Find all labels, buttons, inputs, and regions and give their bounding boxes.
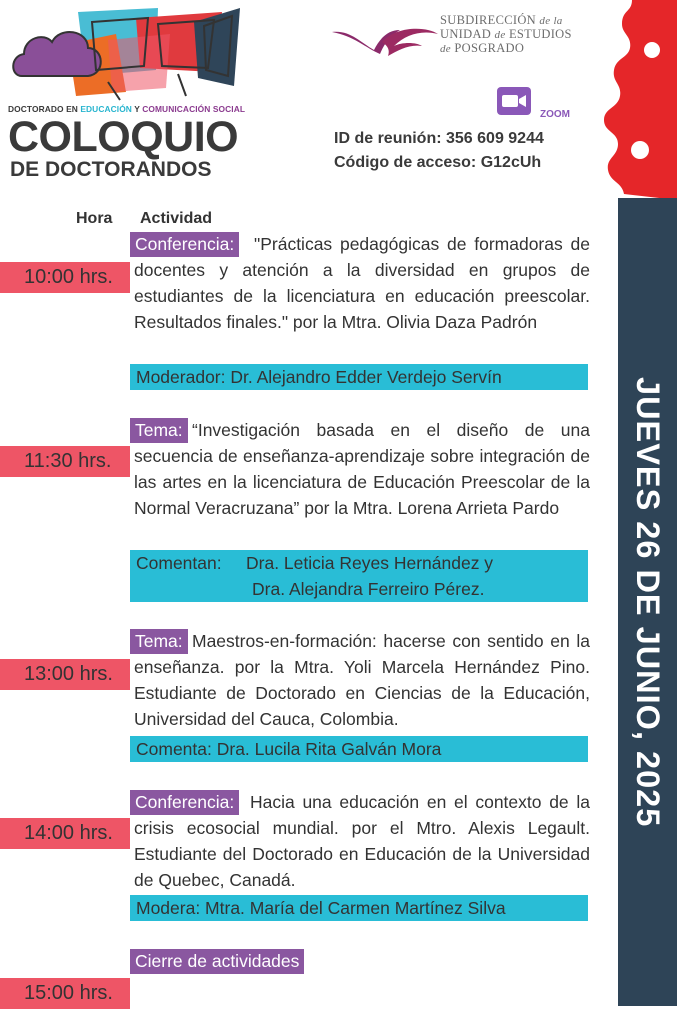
session-time: 13:00 hrs. bbox=[0, 659, 130, 690]
coloquio-logo-art bbox=[8, 4, 244, 104]
session-commentators: Comentan: Dra. Leticia Reyes Hernández y Dra. Alejandra Ferreiro Pérez. bbox=[130, 550, 588, 602]
session-type-label: Tema: bbox=[130, 418, 188, 443]
session-type-label: Conferencia: bbox=[130, 232, 239, 257]
event-subtitle: DE DOCTORANDOS bbox=[10, 158, 212, 181]
event-title: COLOQUIO bbox=[8, 113, 239, 161]
posgrado-logo-icon bbox=[330, 20, 440, 60]
session-description: Maestros-en-formación: hacerse con sentido en la enseñanza. por la Mtra. Yoli Marcela Hernández Pino. Estudiante de Doctorado en Ciencias de la Educación, Universidad del Cauca, Colombia. bbox=[134, 631, 590, 729]
meeting-info bbox=[334, 127, 544, 175]
closing-label: Cierre de actividades bbox=[130, 949, 304, 974]
session-time: 15:00 hrs. bbox=[0, 978, 130, 1009]
posgrado-name: SUBDIRECCIÓN de la UNIDAD de ESTUDIOS de POSGRADO bbox=[440, 13, 572, 55]
session-moderator: Moderador: Dr. Alejandro Edder Verdejo Servín bbox=[130, 364, 588, 390]
session-time: 11:30 hrs. bbox=[0, 446, 130, 477]
session-description: "Prácticas pedagógicas de formadoras de docentes y atención a la diversidad en grupos de estudiantes de la licenciatura en educación preescolar. Resultados finales." por la Mtra. Olivia Daza Padrón bbox=[134, 234, 590, 332]
meeting-id: ID de reunión: 356 609 9244 bbox=[334, 130, 544, 147]
event-date: JUEVES 26 DE JUNIO, 2025 bbox=[630, 376, 666, 828]
session-time: 10:00 hrs. bbox=[0, 262, 130, 293]
access-code: Código de acceso: G12cUh bbox=[334, 154, 542, 171]
column-header-actividad: Actividad bbox=[140, 210, 213, 227]
zoom-label: ZOOM bbox=[540, 109, 570, 120]
session-description: Hacia una educación en el contexto de la crisis ecosocial mundial. por el Mtro. Alexis Legault. Estudiante del Doctorado en Educación de la Universidad de Quebec, Canadá. bbox=[134, 792, 590, 890]
session-commentator: Comenta: Dra. Lucila Rita Galván Mora bbox=[130, 736, 588, 762]
zoom-camera-icon bbox=[497, 87, 531, 115]
session-type-label: Conferencia: bbox=[130, 790, 239, 815]
session-type-label: Tema: bbox=[130, 629, 188, 654]
session-time: 14:00 hrs. bbox=[0, 818, 130, 849]
session-description: “Investigación basada en el diseño de una secuencia de enseñanza-aprendizaje sobre integración de las artes en la licenciatura de Educación Preescolar de la Normal Veracruzana” por la Mtra. Lorena Arrieta Pardo bbox=[134, 420, 590, 518]
column-header-hora: Hora bbox=[76, 210, 113, 227]
gear-decoration-icon bbox=[592, 0, 677, 200]
program-name: DOCTORADO EN EDUCACIÓN Y COMUNICACIÓN SOCIAL bbox=[8, 104, 246, 114]
session-moderator: Modera: Mtra. María del Carmen Martínez Silva bbox=[130, 895, 588, 921]
